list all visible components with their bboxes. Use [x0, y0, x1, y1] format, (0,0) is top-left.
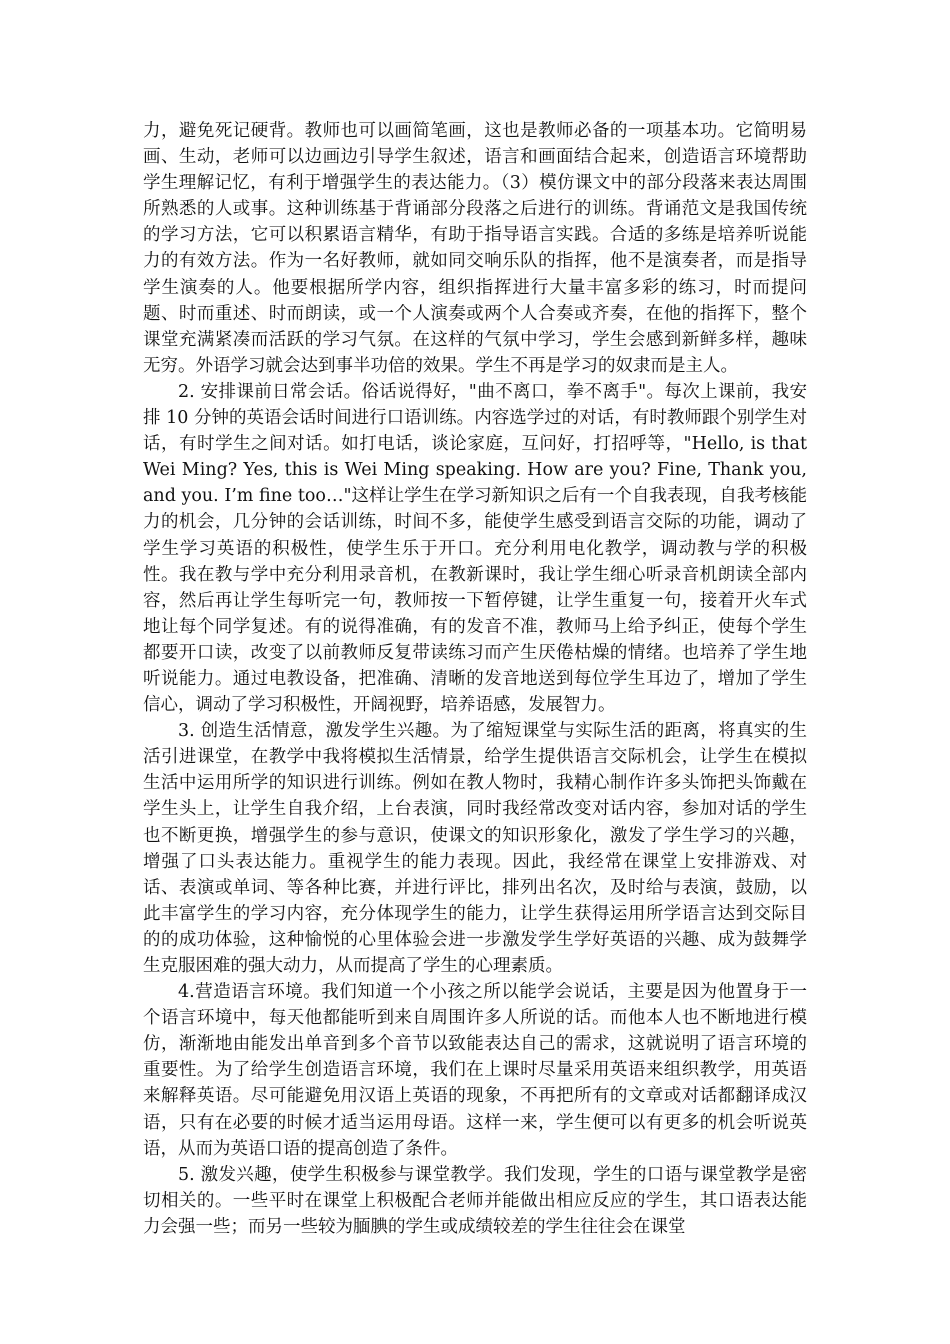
- paragraph-continued: 力，避免死记硬背。教师也可以画简笔画，这也是教师必备的一项基本功。它简明易画、生动，老师可以边画边引导学生叙述，语言和画面结合起来，创造语言环境帮助学生理解记忆，有利于增强学生的表达能力。（3）模仿课文中的部分段落来表达周围所熟悉的人或事。这种训练基于背诵部分段落之后进行的训练。背诵范文是我国传统的学习方法，它可以积累语言精华，有助于指导语言实践。合适的多练是培养听说能力的有效方法。作为一名好教师，就如同交响乐队的指挥，他不是演奏者，而是指导学生演奏的人。他要根据所学内容，组织指挥进行大量丰富多彩的练习，时而提问题、时而重述、时而朗读，或一个人演奏或两个人合奏或齐奏，在他的指挥下，整个课堂充满紧凑而活跃的学习气氛。在这样的气氛中学习，学生会感到新鲜多样，趣味无穷。外语学习就会达到事半功倍的效果。学生不再是学习的奴隶而是主人。: [143, 121, 807, 376]
- paragraph-classroom-participation: 5. 激发兴趣，使学生积极参与课堂教学。我们发现，学生的口语与课堂教学是密切相关的。一些平时在课堂上积极配合老师并能做出相应反应的学生，其口语表达能力会强一些；而另一些较为腼腆的学生或成绩较差的学生往往会在课堂: [143, 1164, 807, 1237]
- paragraph-daily-conversation: 2. 安排课前日常会话。俗话说得好，"曲不离口，拳不离手"。每次上课前，我安排 10 分钟的英语会话时间进行口语训练。内容选学过的对话，有时教师跟个别学生对话，有时学生之间对话。如打电话，谈论家庭，互问好，打招呼等，"Hello, is that Wei Ming? Yes, this is Wei Ming speaking. How are you? Fine, Thank you, and you. I’m fine too…"这样让学生在学习新知识之后有一个自我表现，自我考核能力的机会，几分钟的会话训练，时间不多，能使学生感受到语言交际的功能，调动了学生学习英语的积极性，使学生乐于开口。充分利用电化教学，调动教与学的积极性。我在教与学中充分利用录音机，在教新课时，我让学生细心听录音机朗读全部内容，然后再让学生每听完一句，教师按一下暂停键，让学生重复一句，接着开火车式地让每个同学复述。有的说得准确，有的发音不准，教师马上给予纠正，使每个学生都要开口读，改变了以前教师反复带读练习而产生厌倦枯燥的情绪。也培养了学生地听说能力。通过电教设备，把准确、清晰的发音地送到每位学生耳边了，增加了学生信心，调动了学习积极性，开阔视野，培养语感，发展智力。: [143, 381, 807, 716]
- paragraph-life-situations: 3. 创造生活情意，激发学生兴趣。为了缩短课堂与实际生活的距离，将真实的生活引进课堂，在教学中我将模拟生活情景，给学生提供语言交际机会，让学生在模拟生活中运用所学的知识进行训练。例如在教人物时，我精心制作许多头饰把头饰戴在学生头上，让学生自我介绍，上台表演，同时我经常改变对话内容，参加对话的学生也不断更换，增强学生的参与意识，使课文的知识形象化，激发了学生学习的兴趣，增强了口头表达能力。重视学生的能力表现。因此，我经常在课堂上安排游戏、对话、表演或单词、等各种比赛，并进行评比，排列出名次，及时给与表演，鼓励，以此丰富学生的学习内容，充分体现学生的能力，让学生获得运用所学语言达到交际目的的成功体验，这种愉悦的心里体验会进一步激发学生学好英语的兴趣、成为鼓舞学生克服困难的强大动力，从而提高了学生的心理素质。: [143, 721, 807, 976]
- paragraph-language-environment: 4.营造语言环境。我们知道一个小孩之所以能学会说话，主要是因为他置身于一个语言环境中，每天他都能听到来自周围许多人所说的话。而他本人也不断地进行模仿，渐渐地由能发出单音到多个音节以致能表达自己的需求，这就说明了语言环境的重要性。为了给学生创造语言环境，我们在上课时尽量采用英语来组织教学，用英语来解释英语。尽可能避免用汉语上英语的现象，不再把所有的文章或对话都翻译成汉语，只有在必要的时候才适当运用母语。这样一来，学生便可以有更多的机会听说英语，从而为英语口语的提高创造了条件。: [143, 982, 807, 1159]
- document-body: [143, 118, 807, 1240]
